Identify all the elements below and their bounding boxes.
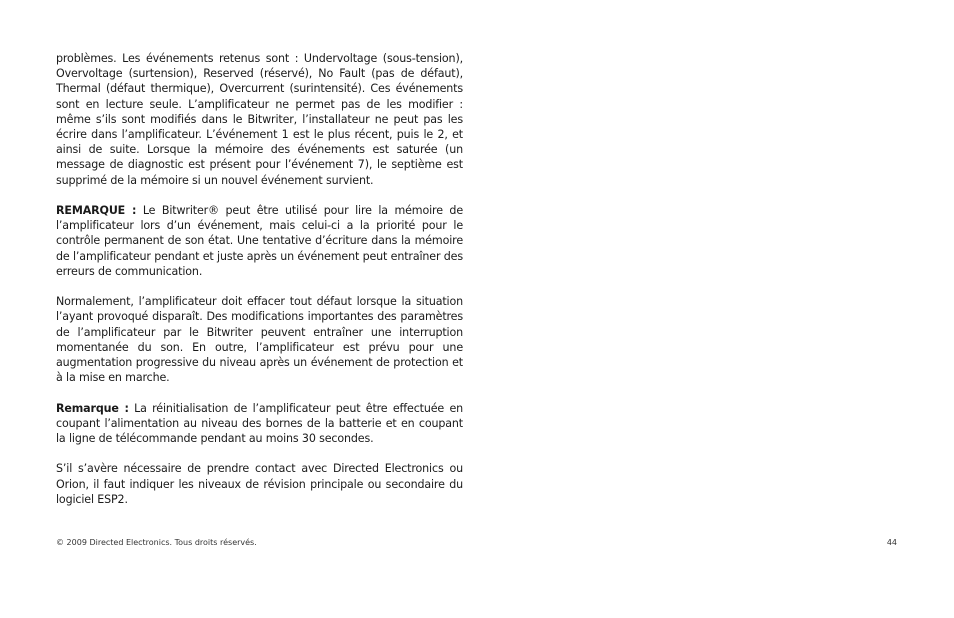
paragraph-text: La réinitialisation de l’amplificateur peut être effectuée en coupant l’alimentation au niveau des bornes de la batterie et en coupant la ligne de télécommande pendant au moins 30 secondes.: [56, 401, 463, 446]
paragraph-contact-info: [56, 461, 463, 507]
body-text-column: [56, 51, 463, 507]
paragraph-event-memory: [56, 51, 463, 188]
paragraph-lead-label: REMARQUE :: [56, 204, 137, 218]
paragraph-remarque-bitwriter: [56, 203, 463, 279]
paragraph-text: Le Bitwriter® peut être utilisé pour lire la mémoire de l’amplificateur lors d’un événement, mais celui-ci a la priorité pour le contrôle permanent de son état. Une tentative d’écriture dans la mémoire de l’amplificateur pendant et juste après un événement peut entraîner des erreurs de communication.: [56, 204, 463, 278]
paragraph-fault-clearing: [56, 294, 463, 385]
paragraph-lead-label: Remarque :: [56, 401, 129, 415]
paragraph-remarque-reset: [56, 401, 463, 447]
paragraph-text: S’il s’avère nécessaire de prendre contact avec Directed Electronics ou Orion, il faut indiquer les niveaux de révision principale ou secondaire du logiciel ESP2.: [56, 462, 463, 506]
paragraph-text: problèmes. Les événements retenus sont : Undervoltage (sous-tension), Overvoltage (surtension), Reserved (réservé), No Fault (pas de défaut), Thermal (défaut thermique), Overcurrent (surintensité). Ces événements sont en lecture seule. L’amplificateur ne permet pas de les modifier : même s’ils sont modifiés dans le Bitwriter, l’installateur ne peut pas les écrire dans l’amplificateur. L’événement 1 est le plus récent, puis le 2, et ainsi de suite. Lorsque la mémoire des événements est saturée (un message de diagnostic est présent pour l’événement 7), le septième est supprimé de la mémoire si un nouvel événement survient.: [56, 52, 463, 187]
page-number: 44: [886, 538, 897, 547]
paragraph-text: Normalement, l’amplificateur doit effacer tout défaut lorsque la situation l’ayant provoqué disparaît. Des modifications importantes des paramètres de l’amplificateur par le Bitwriter peuvent entraîner une interruption momentanée du son. En outre, l’amplificateur est prévu pour une augmentation progressive du niveau après un événement de protection et à la mise en marche.: [56, 295, 463, 385]
footer-copyright: © 2009 Directed Electronics. Tous droits réservés.: [56, 538, 257, 547]
